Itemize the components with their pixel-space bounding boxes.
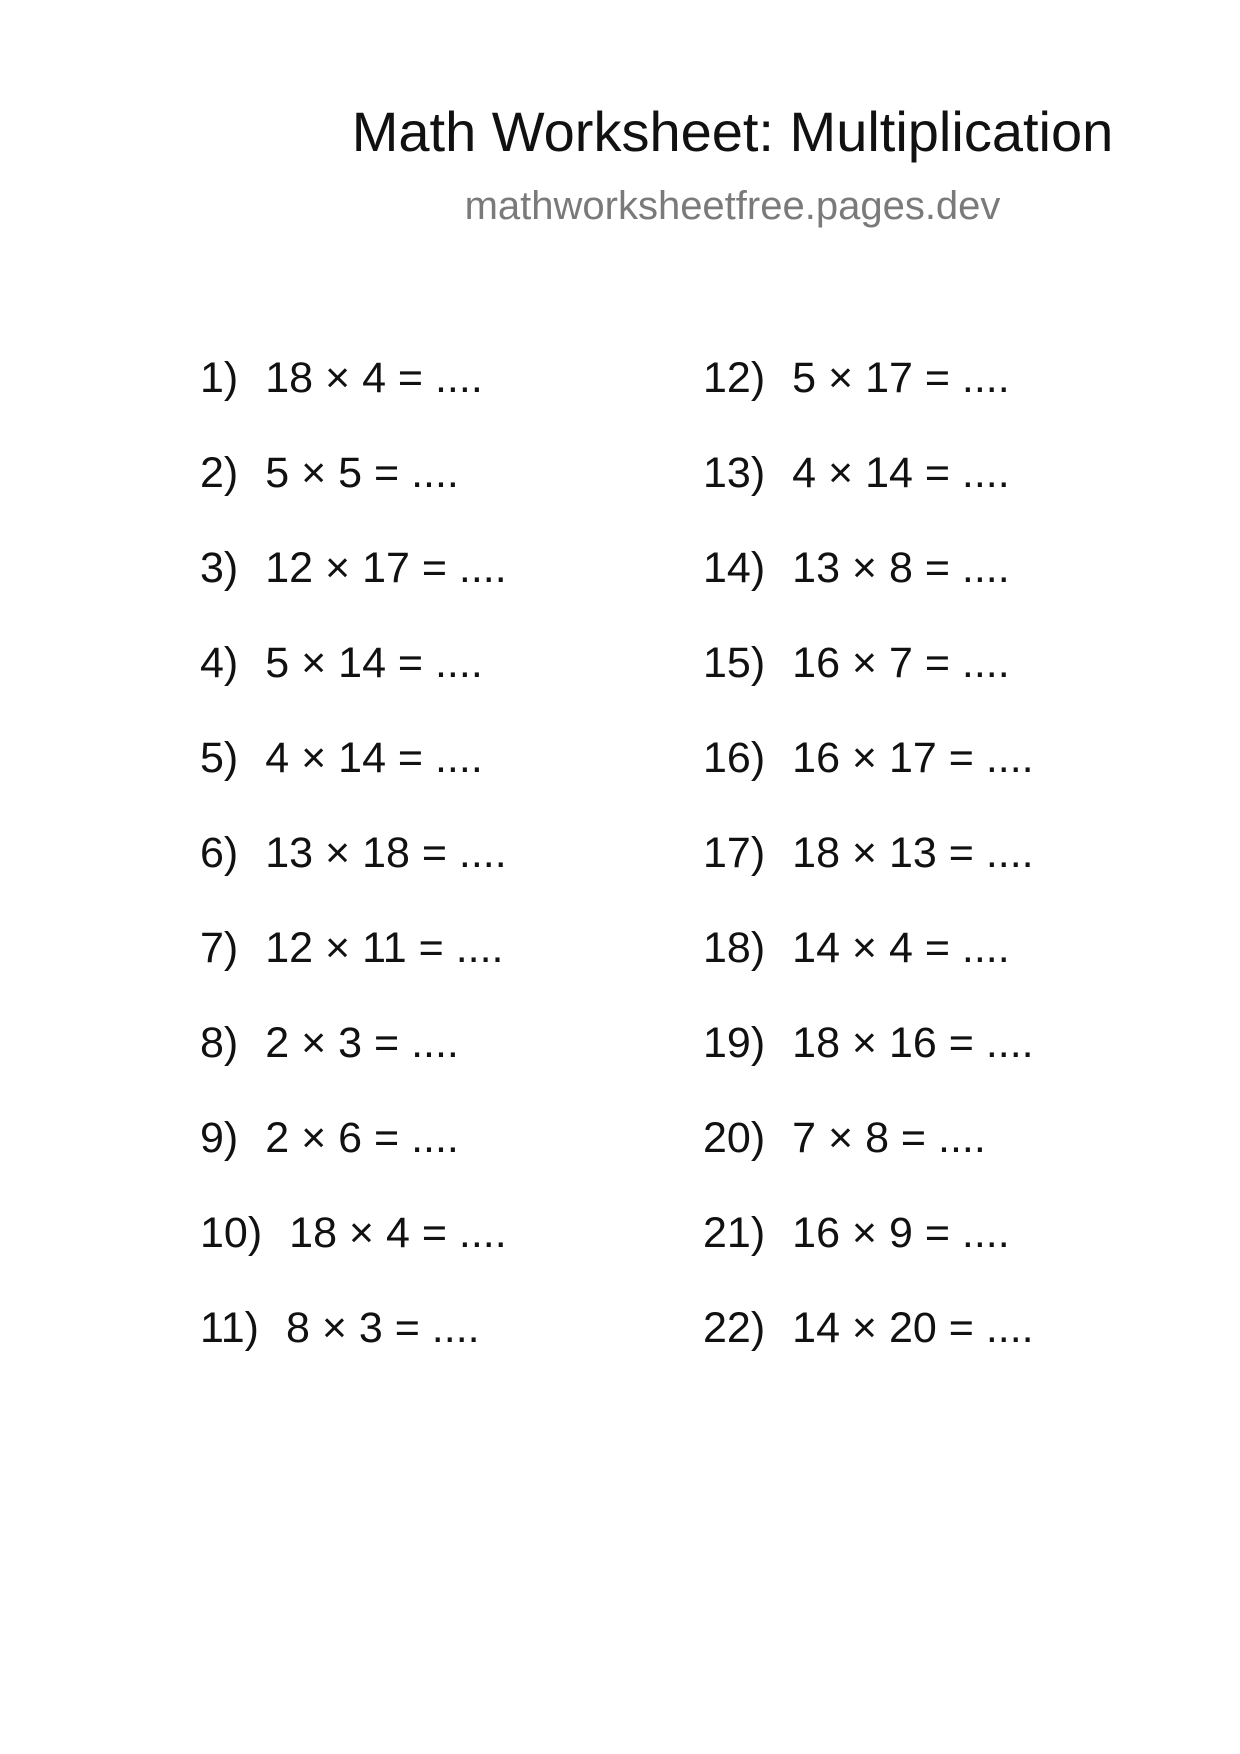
problem-number: 5) <box>200 734 239 782</box>
problem-expression: 14 × 4 = .... <box>792 924 1010 972</box>
problem-expression: 4 × 14 = .... <box>265 734 483 782</box>
worksheet-source-url: mathworksheetfree.pages.dev <box>464 184 1001 228</box>
problem-item <box>703 1110 1034 1205</box>
problem-expression: 12 × 11 = .... <box>265 924 504 972</box>
problem-item <box>703 825 1034 920</box>
problem-item <box>200 730 507 825</box>
problem-expression: 5 × 14 = .... <box>265 639 483 687</box>
problem-number: 7) <box>200 924 239 972</box>
problem-item <box>703 730 1034 825</box>
problem-number: 6) <box>200 829 239 877</box>
problem-number: 15) <box>703 639 766 687</box>
problem-number: 1) <box>200 354 239 402</box>
problem-expression: 8 × 3 = .... <box>285 1304 480 1352</box>
problem-number: 3) <box>200 544 239 592</box>
problem-item <box>703 635 1034 730</box>
problem-expression: 16 × 17 = .... <box>792 734 1034 782</box>
problem-number: 14) <box>703 544 766 592</box>
problem-expression: 18 × 4 = .... <box>289 1209 507 1257</box>
problem-item <box>200 540 507 635</box>
problem-expression: 7 × 8 = .... <box>792 1114 986 1162</box>
problem-number: 22) <box>703 1304 766 1352</box>
problem-item <box>703 350 1034 445</box>
problem-number: 19) <box>703 1019 766 1067</box>
problem-item <box>200 1110 507 1205</box>
problem-list-left <box>200 350 507 1395</box>
problem-expression: 14 × 20 = .... <box>792 1304 1034 1352</box>
problem-number: 17) <box>703 829 766 877</box>
problem-item <box>200 825 507 920</box>
problem-number: 13) <box>703 449 766 497</box>
problem-number: 4) <box>200 639 239 687</box>
problem-expression: 5 × 17 = .... <box>792 354 1010 402</box>
problem-expression: 2 × 3 = .... <box>265 1019 459 1067</box>
problem-expression: 2 × 6 = .... <box>265 1114 459 1162</box>
problem-item <box>200 1205 507 1300</box>
problem-number: 8) <box>200 1019 239 1067</box>
problem-expression: 12 × 17 = .... <box>265 544 507 592</box>
problem-number: 9) <box>200 1114 239 1162</box>
problem-item <box>200 350 507 445</box>
problem-item <box>200 1300 507 1395</box>
problem-number: 11) <box>200 1304 259 1352</box>
problem-item <box>200 1015 507 1110</box>
worksheet-title: Math Worksheet: Multiplication <box>351 100 1114 163</box>
problem-expression: 13 × 18 = .... <box>265 829 507 877</box>
problem-number: 16) <box>703 734 766 782</box>
problem-item <box>200 635 507 730</box>
problem-expression: 16 × 9 = .... <box>792 1209 1010 1257</box>
problem-item <box>200 920 507 1015</box>
problem-number: 10) <box>200 1209 263 1257</box>
problem-expression: 18 × 16 = .... <box>792 1019 1034 1067</box>
problem-item <box>703 445 1034 540</box>
problem-number: 21) <box>703 1209 766 1257</box>
problem-expression: 18 × 13 = .... <box>792 829 1034 877</box>
problem-expression: 18 × 4 = .... <box>265 354 483 402</box>
problem-expression: 4 × 14 = .... <box>792 449 1010 497</box>
problem-expression: 13 × 8 = .... <box>792 544 1010 592</box>
problem-item <box>703 1300 1034 1395</box>
problem-number: 12) <box>703 354 766 402</box>
problem-number: 18) <box>703 924 766 972</box>
problem-item <box>703 540 1034 635</box>
problem-item <box>703 1015 1034 1110</box>
problem-expression: 16 × 7 = .... <box>792 639 1010 687</box>
problem-expression: 5 × 5 = .... <box>265 449 459 497</box>
problem-item <box>703 1205 1034 1300</box>
problem-number: 2) <box>200 449 239 497</box>
problem-item <box>200 445 507 540</box>
problem-list-right <box>703 350 1034 1395</box>
problem-number: 20) <box>703 1114 766 1162</box>
problem-item <box>703 920 1034 1015</box>
